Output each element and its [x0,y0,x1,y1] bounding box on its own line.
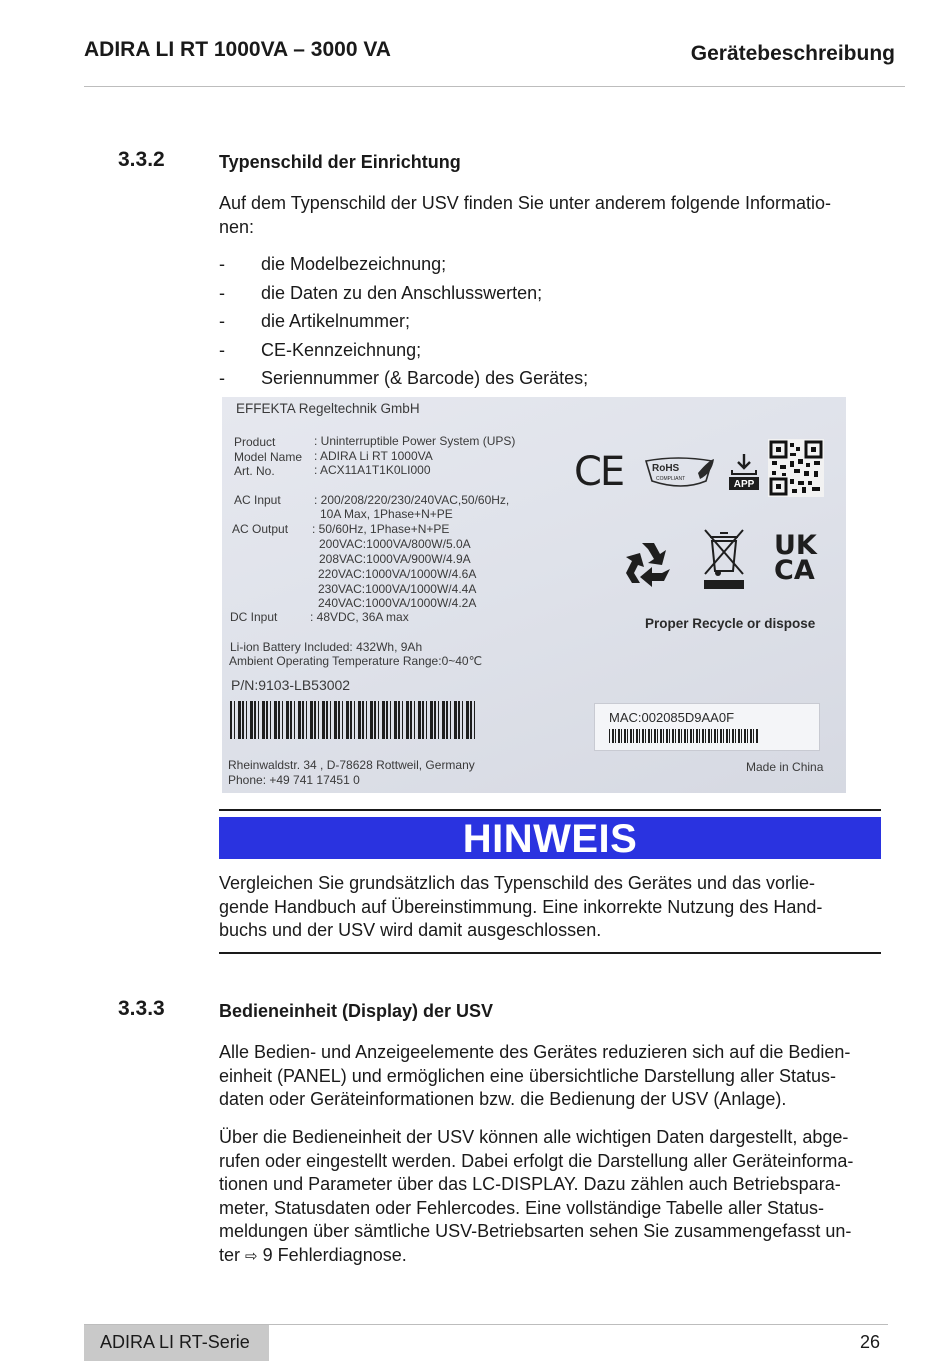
info-list [219,252,588,395]
rohs-text: RoHS [652,463,680,474]
ukca-line: CA [774,555,815,586]
list-item-text: CE-Kennzeichnung; [261,339,422,360]
mac-barcode [609,729,759,743]
list-item-text: die Modelbezeichnung; [261,254,447,274]
nameplate-label: Product [234,435,276,449]
section-title-332: Typenschild der Einrichtung [219,152,461,172]
list-marker: - [219,254,225,274]
nameplate-value: 200VAC:1000VA/800W/5.0A [319,537,471,551]
notice-bottom-rule [219,952,881,954]
nameplate-value: : ACX11A1T1K0LI000 [314,463,431,477]
cross-ref-link[interactable]: 9 Fehlerdiagnose. [262,1244,407,1265]
nameplate-label: Art. No. [234,464,275,478]
nameplate-label: AC Input [234,493,281,507]
list-item-text: die Artikelnummer; [261,311,411,331]
section-number-333: 3.3.3 [118,997,165,1020]
list-marker: - [219,368,225,388]
recycle-icon [622,539,674,591]
recycle-text: Proper Recycle or dispose [645,616,816,631]
mac-label [594,703,820,751]
nameplate-label: DC Input [230,610,278,624]
nameplate-value: 10A Max, 1Phase+N+PE [320,507,453,521]
notice-title: HINWEIS [219,817,881,859]
app-text: APP [733,479,755,490]
section-333-para2 [219,1126,884,1268]
list-marker: - [219,282,225,303]
nameplate-label: AC Output [232,522,289,536]
mac-address: MAC:002085D9AA0F [609,710,735,725]
nameplate-value: 220VAC:1000VA/1000W/4.6A [318,567,477,581]
intro-line: nen: [219,216,255,237]
header-section: Gerätebeschreibung [690,42,895,65]
app-download-icon [727,452,761,492]
notice-line: Vergleichen Sie grundsätzlich das Typenschild des Gerätes und das vorlie- [219,873,816,893]
rohs-sub-text: COMPLIANT [656,476,686,482]
list-item [219,252,588,281]
nameplate-ambient: Ambient Operating Temperature Range:0~40℃ [229,654,483,668]
ukca-line: UK [774,530,817,561]
nameplate-battery: Li-ion Battery Included: 432Wh, 9Ah [230,640,423,654]
qr-code-icon [768,439,824,497]
nameplate-value: : ADIRA Li RT 1000VA [314,449,433,463]
footer-series: ADIRA LI RT-Serie [100,1332,250,1352]
list-item-text: Seriennummer (& Barcode) des Gerätes; [261,368,589,388]
nameplate-label: Model Name [234,450,303,464]
rohs-icon [642,451,718,493]
para-line: daten oder Geräteinformationen bzw. die Bedienung der USV (Anlage). [219,1089,787,1109]
serial-barcode [230,701,476,739]
page-number: 26 [859,1332,880,1352]
section-number-332: 3.3.2 [118,148,165,171]
header-title: ADIRA LI RT 1000VA – 3000 VA [84,38,391,61]
ukca-mark-icon [774,530,817,586]
ce-mark-icon: CE [574,449,624,495]
notice-line: buchs und der USV wird damit ausgeschlossen. [219,920,602,940]
list-marker: - [219,311,225,331]
cross-ref-prefix: ter [219,1244,241,1265]
para-line: tionen und Parameter über das LC-DISPLAY. Dazu zählen auch Betriebspara- [219,1174,841,1194]
para-line: Über die Bedieneinheit der USV können alle wichtigen Daten dargestellt, abge- [219,1127,849,1147]
para-line: meter, Statusdaten oder Fehlercodes. Eine vollständige Tabelle aller Status- [219,1197,825,1218]
nameplate-value: 240VAC:1000VA/1000W/4.2A [318,596,477,610]
nameplate-value: 208VAC:1000VA/900W/4.9A [319,552,471,566]
notice-text [219,872,884,943]
nameplate-value: 230VAC:1000VA/1000W/4.4A [318,582,477,596]
notice-top-rule [219,809,881,811]
nameplate-company: EFFEKTA Regeltechnik GmbH [236,401,420,416]
list-item [219,338,588,367]
para-line: rufen oder eingestellt werden. Dabei erfolgt die Darstellung aller Geräteinforma- [219,1150,854,1171]
header-divider [84,86,905,87]
para-line [219,1244,884,1269]
list-item-text: die Daten zu den Anschlusswerten; [261,282,543,303]
para-line: meldungen über sämtliche USV-Betriebsarten sehen Sie zusammengefasst un- [219,1221,852,1241]
para-line: einheit (PANEL) und ermöglichen eine übersichtliche Darstellung aller Status- [219,1065,836,1086]
list-marker: - [219,339,225,360]
nameplate-value: : 200/208/220/230/240VAC,50/60Hz, [314,493,510,507]
list-item [219,366,588,395]
section-title-333: Bedieneinheit (Display) der USV [219,1001,494,1021]
notice-line: gende Handbuch auf Übereinstimmung. Eine inkorrekte Nutzung des Hand- [219,896,823,917]
section-332-intro [219,192,884,239]
made-in: Made in China [746,760,824,774]
intro-line: Auf dem Typenschild der USV finden Sie unter anderem folgende Informatio- [219,193,832,213]
nameplate-part-number: P/N:9103-LB53002 [231,677,351,693]
list-item [219,281,588,310]
cross-ref-arrow-icon: ⇨ [245,1246,258,1265]
para-line: Alle Bedien- und Anzeigeelemente des Gerätes reduzieren sich auf die Bedien- [219,1042,851,1062]
address-line: Phone: +49 741 17451 0 [228,773,360,787]
section-333-para1 [219,1041,884,1112]
address-line: Rheinwaldstr. 34 , D-78628 Rottweil, Germany [228,758,475,772]
nameplate-photo [222,397,846,793]
nameplate-value: : 50/60Hz, 1Phase+N+PE [312,522,450,536]
nameplate-value: : Uninterruptible Power System (UPS) [314,434,516,448]
weee-bin-icon [702,527,746,591]
nameplate-address [228,758,475,788]
nameplate-value: : 48VDC, 36A max [310,610,409,624]
list-item [219,309,588,338]
